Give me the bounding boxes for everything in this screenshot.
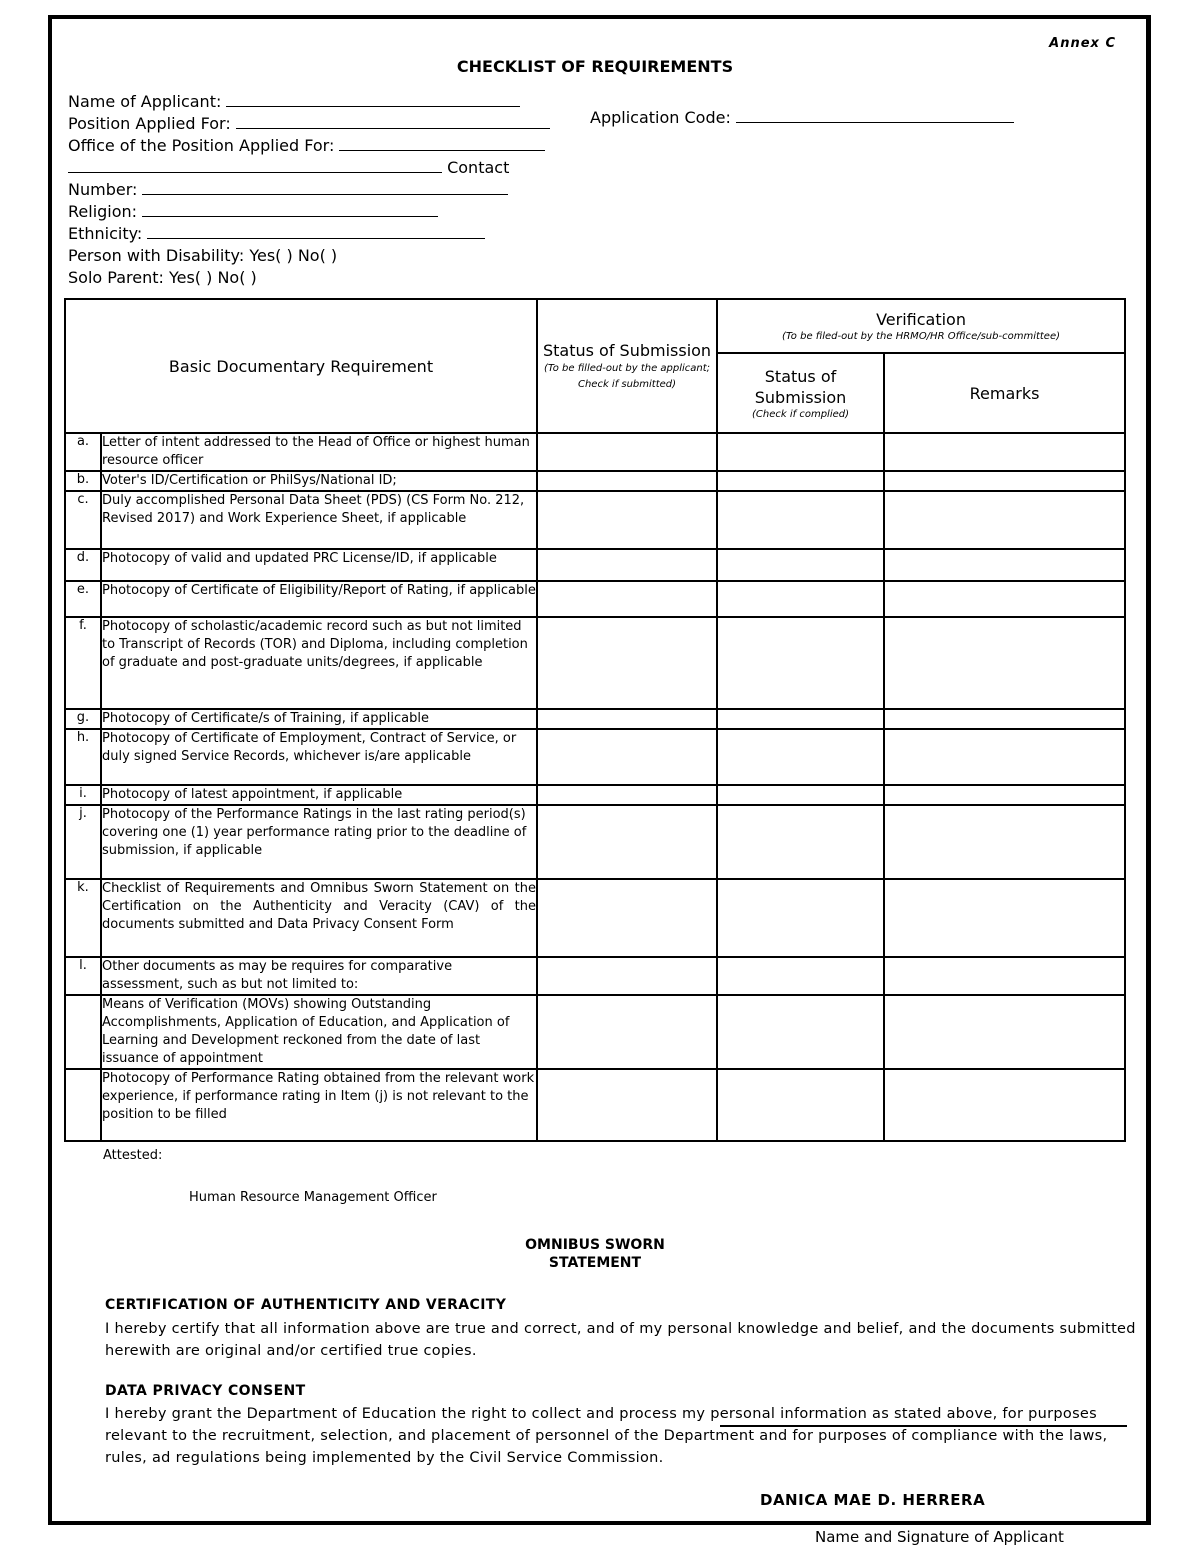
row-letter: h. [65, 729, 101, 785]
remarks-cell[interactable] [884, 879, 1125, 957]
religion-field[interactable] [68, 202, 438, 221]
row-letter: k. [65, 879, 101, 957]
remarks-cell[interactable] [884, 709, 1125, 729]
table-row [65, 617, 1125, 709]
remarks-cell[interactable] [884, 785, 1125, 805]
number-field[interactable] [68, 180, 508, 199]
verified-check-cell[interactable] [717, 1069, 884, 1141]
solo-parent-field[interactable]: Solo Parent: Yes( ) No( ) [68, 268, 257, 287]
application-code-field[interactable] [590, 108, 1014, 127]
cav-text: I hereby certify that all information above are true and correct, and of my personal knowledge and belief, and the documents submitted herewith are original and/or certified true copies. [105, 1321, 1136, 1359]
applicant-check-cell[interactable] [537, 433, 717, 471]
applicant-check-cell[interactable] [537, 1069, 717, 1141]
row-letter: b. [65, 471, 101, 491]
row-letter: g. [65, 709, 101, 729]
position-field[interactable] [68, 114, 550, 133]
row-letter: d. [65, 549, 101, 581]
row-requirement: Duly accomplished Personal Data Sheet (PDS) (CS Form No. 212, Revised 2017) and Work Experience Sheet, if applicable [101, 491, 537, 549]
applicant-check-cell[interactable] [537, 995, 717, 1069]
attested-label: Attested: [103, 1148, 163, 1163]
row-requirement: Checklist of Requirements and Omnibus Sworn Statement on the Certification on the Authenticity and Veracity (CAV) of the documents submitted and Data Privacy Consent Form [101, 879, 537, 957]
row-requirement: Photocopy of Certificate of Employment, Contract of Service, or duly signed Service Records, whichever is/are applicable [101, 729, 537, 785]
omnibus-title [0, 1236, 1190, 1272]
row-letter: a. [65, 433, 101, 471]
signatory-name: DANICA MAE D. HERRERA [760, 1491, 986, 1509]
contact-field[interactable] [68, 158, 509, 177]
header-status-of-submission [537, 299, 717, 433]
row-requirement: Photocopy of Performance Rating obtained from the relevant work experience, if performance rating in Item (j) is not relevant to the position to be filled [101, 1069, 537, 1141]
table-row [65, 581, 1125, 617]
row-requirement: Letter of intent addressed to the Head of Office or highest human resource officer [101, 433, 537, 471]
applicant-check-cell[interactable] [537, 709, 717, 729]
header-verified-status-title: Status of Submission [754, 366, 847, 407]
header-status-title: Status of Submission [542, 340, 712, 360]
table-row [65, 1069, 1125, 1141]
annex-label: Annex C [1049, 36, 1116, 51]
row-letter: f. [65, 617, 101, 709]
contact-label: Contact [447, 158, 510, 177]
religion-label: Religion: [68, 202, 138, 221]
applicant-name-label: Name of Applicant: [68, 92, 222, 111]
row-requirement: Voter's ID/Certification or PhilSys/National ID; [101, 471, 537, 491]
cav-title: CERTIFICATION OF AUTHENTICITY AND VERACITY [105, 1297, 507, 1313]
ethnicity-label: Ethnicity: [68, 224, 143, 243]
verified-check-cell[interactable] [717, 957, 884, 995]
page-title: CHECKLIST OF REQUIREMENTS [456, 57, 734, 76]
remarks-cell[interactable] [884, 957, 1125, 995]
applicant-name-line[interactable] [226, 94, 520, 107]
applicant-check-cell[interactable] [537, 729, 717, 785]
table-row [65, 549, 1125, 581]
position-label: Position Applied For: [68, 114, 231, 133]
row-letter: e. [65, 581, 101, 617]
table-row [65, 995, 1125, 1069]
row-letter [65, 1069, 101, 1141]
application-code-line[interactable] [736, 110, 1014, 123]
requirements-table [64, 298, 1126, 1142]
dpc-text: I hereby grant the Department of Education the right to collect and process my personal information as stated above, for purposes relevant to the recruitment, selection, and placement of personnel of the Department and for purposes of compliance with the laws, rules, ad regulations being implemented by the Civil Service Commission. [105, 1406, 1108, 1466]
applicant-check-cell[interactable] [537, 549, 717, 581]
row-requirement: Photocopy of scholastic/academic record such as but not limited to Transcript of Records (TOR) and Diploma, including completion of graduate and post-graduate units/degrees, if applicable [101, 617, 537, 709]
row-letter: j. [65, 805, 101, 879]
row-letter: l. [65, 957, 101, 995]
row-requirement: Other documents as may be requires for comparative assessment, such as but not limited to: [101, 957, 537, 995]
table-row [65, 433, 1125, 471]
remarks-cell[interactable] [884, 471, 1125, 491]
row-requirement: Photocopy of Certificate/s of Training, if applicable [101, 709, 537, 729]
applicant-check-cell[interactable] [537, 879, 717, 957]
verified-check-cell[interactable] [717, 729, 884, 785]
row-requirement: Means of Verification (MOVs) showing Outstanding Accomplishments, Application of Education, and Application of Learning and Development reckoned from the date of last issuance of appointment [101, 995, 537, 1069]
applicant-check-cell[interactable] [537, 957, 717, 995]
applicant-check-cell[interactable] [537, 471, 717, 491]
remarks-cell[interactable] [884, 805, 1125, 879]
header-remarks: Remarks [884, 353, 1125, 433]
applicant-name-field[interactable] [68, 92, 520, 111]
row-letter [65, 995, 101, 1069]
header-verification-title: Verification [876, 310, 966, 329]
header-verification [717, 299, 1125, 353]
header-verified-status-note: (Check if complied) [752, 408, 849, 420]
table-row [65, 785, 1125, 805]
verified-check-cell[interactable] [717, 581, 884, 617]
office-line[interactable] [339, 138, 545, 151]
applicant-check-cell[interactable] [537, 805, 717, 879]
table-row [65, 491, 1125, 549]
religion-line[interactable] [142, 204, 438, 217]
verified-check-cell[interactable] [717, 433, 884, 471]
position-line[interactable] [236, 116, 550, 129]
number-line[interactable] [142, 182, 508, 195]
table-row [65, 805, 1125, 879]
table-row [65, 729, 1125, 785]
row-requirement: Photocopy of Certificate of Eligibility/Report of Rating, if applicable [101, 581, 537, 617]
table-row [65, 957, 1125, 995]
verified-check-cell[interactable] [717, 995, 884, 1069]
header-status-note: (To be filled-out by the applicant; Check if submitted) [543, 362, 711, 390]
verified-check-cell[interactable] [717, 471, 884, 491]
table-row [65, 879, 1125, 957]
omnibus-title-text: OMNIBUS SWORN STATEMENT [525, 1237, 665, 1271]
application-code-label: Application Code: [590, 108, 731, 127]
verified-check-cell[interactable] [717, 549, 884, 581]
office-field[interactable] [68, 136, 545, 155]
number-label: Number: [68, 180, 138, 199]
remarks-cell[interactable] [884, 433, 1125, 471]
signature-caption: Name and Signature of Applicant [815, 1528, 1064, 1546]
remarks-cell[interactable] [884, 581, 1125, 617]
header-verification-note: (To be filed-out by the HRMO/HR Office/sub-committee) [782, 331, 1061, 342]
verified-check-cell[interactable] [717, 785, 884, 805]
table-row [65, 471, 1125, 491]
remarks-cell[interactable] [884, 549, 1125, 581]
remarks-cell[interactable] [884, 491, 1125, 549]
header-basic-requirement: Basic Documentary Requirement [65, 299, 537, 433]
office-label: Office of the Position Applied For: [68, 136, 335, 155]
remarks-cell[interactable] [884, 617, 1125, 709]
table-row [65, 709, 1125, 729]
contact-line[interactable] [68, 160, 442, 173]
verified-check-cell[interactable] [717, 805, 884, 879]
row-letter: c. [65, 491, 101, 549]
ethnicity-field[interactable] [68, 224, 485, 243]
verified-check-cell[interactable] [717, 491, 884, 549]
applicant-check-cell[interactable] [537, 491, 717, 549]
row-requirement: Photocopy of latest appointment, if applicable [101, 785, 537, 805]
applicant-check-cell[interactable] [537, 785, 717, 805]
pwd-field[interactable]: Person with Disability: Yes( ) No( ) [68, 246, 338, 265]
row-letter: i. [65, 785, 101, 805]
verified-check-cell[interactable] [717, 617, 884, 709]
hrmo-label: Human Resource Management Officer [189, 1190, 437, 1205]
remarks-cell[interactable] [884, 729, 1125, 785]
applicant-check-cell[interactable] [537, 581, 717, 617]
signature-line [720, 1425, 1127, 1427]
verified-check-cell[interactable] [717, 879, 884, 957]
remarks-cell[interactable] [884, 995, 1125, 1069]
ethnicity-line[interactable] [147, 226, 485, 239]
applicant-check-cell[interactable] [537, 617, 717, 709]
header-verified-status [717, 353, 884, 433]
row-requirement: Photocopy of the Performance Ratings in the last rating period(s) covering one (1) year performance rating prior to the deadline of submission, if applicable [101, 805, 537, 879]
dpc-title: DATA PRIVACY CONSENT [105, 1383, 306, 1399]
verified-check-cell[interactable] [717, 709, 884, 729]
row-requirement: Photocopy of valid and updated PRC License/ID, if applicable [101, 549, 537, 581]
remarks-cell[interactable] [884, 1069, 1125, 1141]
